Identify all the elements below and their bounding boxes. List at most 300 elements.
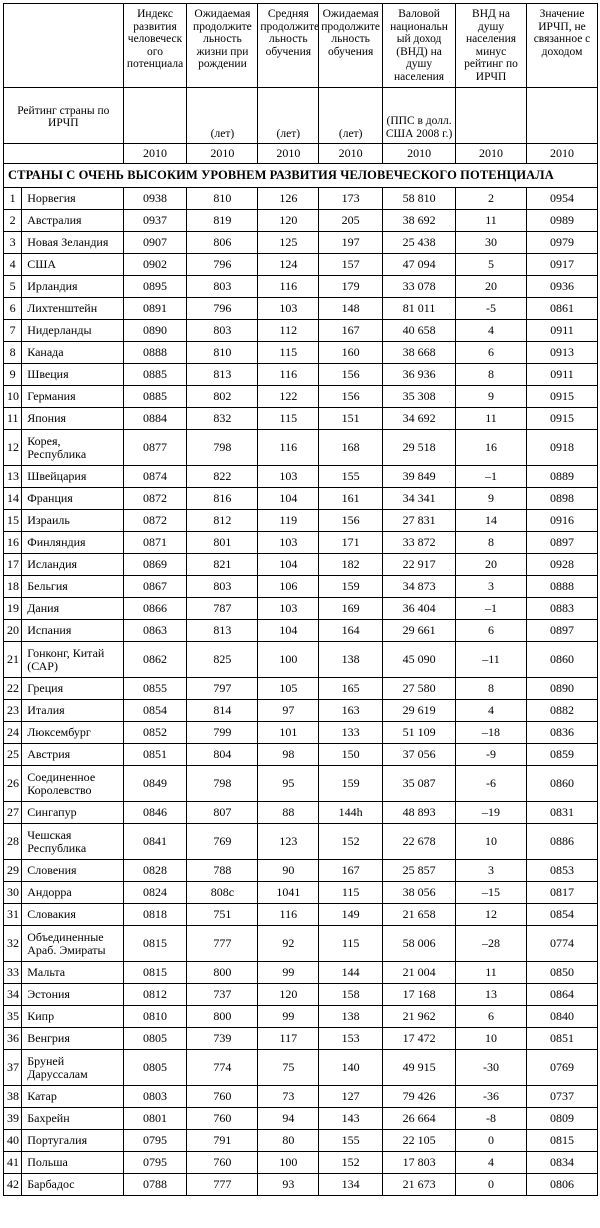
rank-cell: 6 — [4, 298, 22, 320]
gni-minus-rank-cell: 4 — [456, 320, 527, 342]
rank-cell: 9 — [4, 364, 22, 386]
hdi-cell: 0828 — [123, 860, 187, 882]
gni-minus-rank-cell: 16 — [456, 430, 527, 466]
hdi-cell: 0895 — [123, 276, 187, 298]
year-mean-school: 2010 — [258, 144, 319, 164]
life-expectancy-cell: 810 — [187, 342, 258, 364]
gni-minus-rank-cell: –15 — [456, 882, 527, 904]
nonincome-hdi-cell: 0883 — [527, 598, 598, 620]
expected-schooling-cell: 171 — [319, 532, 383, 554]
gni-cell: 58 006 — [383, 926, 456, 962]
rank-cell: 22 — [4, 678, 22, 700]
table-row — [4, 576, 598, 598]
gni-cell: 79 426 — [383, 1086, 456, 1108]
section-row — [4, 164, 598, 188]
table-row — [4, 962, 598, 984]
mean-schooling-cell: 120 — [258, 210, 319, 232]
nonincome-hdi-cell: 0979 — [527, 232, 598, 254]
country-cell: Объединенные Араб. Эмираты — [22, 926, 123, 962]
mean-schooling-cell: 119 — [258, 510, 319, 532]
gni-cell: 29 518 — [383, 430, 456, 466]
life-expectancy-cell: 787 — [187, 598, 258, 620]
life-expectancy-cell: 800 — [187, 1006, 258, 1028]
year-gni: 2010 — [383, 144, 456, 164]
nonincome-hdi-cell: 0815 — [527, 1130, 598, 1152]
gni-minus-rank-cell: 10 — [456, 824, 527, 860]
mean-schooling-cell: 122 — [258, 386, 319, 408]
nonincome-hdi-cell: 0915 — [527, 386, 598, 408]
table-row — [4, 210, 598, 232]
life-expectancy-cell: 791 — [187, 1130, 258, 1152]
expected-schooling-cell: 159 — [319, 576, 383, 598]
table-row — [4, 254, 598, 276]
mean-schooling-cell: 101 — [258, 722, 319, 744]
hdi-cell: 0855 — [123, 678, 187, 700]
table-row — [4, 532, 598, 554]
expected-schooling-cell: 167 — [319, 320, 383, 342]
nonincome-hdi-cell: 0860 — [527, 642, 598, 678]
hdi-cell: 0872 — [123, 510, 187, 532]
country-cell: Андорра — [22, 882, 123, 904]
nonincome-hdi-cell: 0737 — [527, 1086, 598, 1108]
nonincome-hdi-cell: 0888 — [527, 576, 598, 598]
gni-cell: 21 673 — [383, 1174, 456, 1196]
life-expectancy-cell: 810 — [187, 188, 258, 210]
table-row — [4, 620, 598, 642]
life-expectancy-cell: 798 — [187, 766, 258, 802]
country-cell: Барбадос — [22, 1174, 123, 1196]
expected-schooling-cell: 169 — [319, 598, 383, 620]
rank-cell: 17 — [4, 554, 22, 576]
rank-cell: 18 — [4, 576, 22, 598]
expected-schooling-cell: 148 — [319, 298, 383, 320]
mean-schooling-cell: 124 — [258, 254, 319, 276]
gni-minus-rank-cell: –19 — [456, 802, 527, 824]
expected-schooling-cell: 156 — [319, 510, 383, 532]
country-cell: Бруней Даруссалам — [22, 1050, 123, 1086]
nonincome-hdi-cell: 0936 — [527, 276, 598, 298]
mean-schooling-cell: 99 — [258, 1006, 319, 1028]
expected-schooling-cell: 182 — [319, 554, 383, 576]
mean-schooling-cell: 103 — [258, 598, 319, 620]
expected-schooling-cell: 144 — [319, 962, 383, 984]
header-nonincome-hdi: Значение ИРЧП, не связанное с доходом — [527, 4, 598, 88]
nonincome-hdi-cell: 0886 — [527, 824, 598, 860]
gni-cell: 27 580 — [383, 678, 456, 700]
hdi-cell: 0803 — [123, 1086, 187, 1108]
rank-cell: 2 — [4, 210, 22, 232]
table-row — [4, 984, 598, 1006]
life-expectancy-cell: 796 — [187, 254, 258, 276]
nonincome-hdi-cell: 0897 — [527, 532, 598, 554]
expected-schooling-cell: 159 — [319, 766, 383, 802]
nonincome-hdi-cell: 0831 — [527, 802, 598, 824]
gni-minus-rank-cell: 2 — [456, 188, 527, 210]
table-row — [4, 860, 598, 882]
rank-cell: 24 — [4, 722, 22, 744]
nonincome-hdi-cell: 0834 — [527, 1152, 598, 1174]
gni-minus-rank-cell: 3 — [456, 860, 527, 882]
gni-cell: 33 078 — [383, 276, 456, 298]
expected-schooling-cell: 158 — [319, 984, 383, 1006]
mean-schooling-cell: 95 — [258, 766, 319, 802]
gni-cell: 22 917 — [383, 554, 456, 576]
table-row — [4, 320, 598, 342]
hdi-cell: 0841 — [123, 824, 187, 860]
gni-minus-rank-cell: 4 — [456, 1152, 527, 1174]
mean-schooling-cell: 97 — [258, 700, 319, 722]
hdi-cell: 0805 — [123, 1028, 187, 1050]
gni-minus-rank-cell: 14 — [456, 510, 527, 532]
hdi-cell: 0885 — [123, 364, 187, 386]
life-expectancy-cell: 798 — [187, 430, 258, 466]
expected-schooling-cell: 151 — [319, 408, 383, 430]
table-row — [4, 882, 598, 904]
mean-schooling-cell: 116 — [258, 904, 319, 926]
expected-schooling-cell: 161 — [319, 488, 383, 510]
rank-cell: 3 — [4, 232, 22, 254]
expected-schooling-cell: 152 — [319, 1152, 383, 1174]
table-row — [4, 1108, 598, 1130]
gni-minus-rank-cell: 12 — [456, 904, 527, 926]
mean-schooling-cell: 88 — [258, 802, 319, 824]
header-blank — [4, 4, 124, 88]
table-row — [4, 802, 598, 824]
rank-cell: 1 — [4, 188, 22, 210]
mean-schooling-cell: 123 — [258, 824, 319, 860]
nonincome-hdi-cell: 0774 — [527, 926, 598, 962]
nonincome-hdi-cell: 0898 — [527, 488, 598, 510]
rank-cell: 25 — [4, 744, 22, 766]
life-expectancy-cell: 803 — [187, 576, 258, 598]
hdi-cell: 0795 — [123, 1130, 187, 1152]
rank-cell: 7 — [4, 320, 22, 342]
expected-schooling-cell: 115 — [319, 926, 383, 962]
mean-schooling-cell: 100 — [258, 642, 319, 678]
rank-cell: 33 — [4, 962, 22, 984]
gni-cell: 45 090 — [383, 642, 456, 678]
rank-cell: 20 — [4, 620, 22, 642]
rank-cell: 14 — [4, 488, 22, 510]
rank-cell: 16 — [4, 532, 22, 554]
life-expectancy-cell: 777 — [187, 1174, 258, 1196]
gni-cell: 36 404 — [383, 598, 456, 620]
gni-cell: 34 873 — [383, 576, 456, 598]
country-cell: Италия — [22, 700, 123, 722]
expected-schooling-cell: 179 — [319, 276, 383, 298]
unit-nonincome — [527, 88, 598, 144]
expected-schooling-cell: 115 — [319, 882, 383, 904]
expected-schooling-cell: 138 — [319, 642, 383, 678]
unit-life: (лет) — [187, 88, 258, 144]
gni-cell: 58 810 — [383, 188, 456, 210]
rank-cell: 36 — [4, 1028, 22, 1050]
country-cell: Франция — [22, 488, 123, 510]
life-expectancy-cell: 803 — [187, 320, 258, 342]
life-expectancy-cell: 822 — [187, 466, 258, 488]
table-row — [4, 1028, 598, 1050]
country-cell: Швейцария — [22, 466, 123, 488]
gni-cell: 49 915 — [383, 1050, 456, 1086]
gni-minus-rank-cell: –18 — [456, 722, 527, 744]
mean-schooling-cell: 93 — [258, 1174, 319, 1196]
gni-minus-rank-cell: 20 — [456, 276, 527, 298]
hdi-cell: 0849 — [123, 766, 187, 802]
gni-cell: 36 936 — [383, 364, 456, 386]
nonincome-hdi-cell: 0989 — [527, 210, 598, 232]
life-expectancy-cell: 799 — [187, 722, 258, 744]
mean-schooling-cell: 100 — [258, 1152, 319, 1174]
expected-schooling-cell: 160 — [319, 342, 383, 364]
country-cell: Япония — [22, 408, 123, 430]
table-row — [4, 744, 598, 766]
table-row — [4, 408, 598, 430]
table-row — [4, 678, 598, 700]
header-row — [4, 4, 598, 88]
hdi-cell: 0874 — [123, 466, 187, 488]
header-gni-minus-rank: ВНД на душу населения минус рейтинг по ИРЧП — [456, 4, 527, 88]
unit-mean-school: (лет) — [258, 88, 319, 144]
expected-schooling-cell: 140 — [319, 1050, 383, 1086]
life-expectancy-cell: 808c — [187, 882, 258, 904]
nonincome-hdi-cell: 0911 — [527, 320, 598, 342]
life-expectancy-cell: 760 — [187, 1086, 258, 1108]
country-cell: Польша — [22, 1152, 123, 1174]
life-expectancy-cell: 832 — [187, 408, 258, 430]
country-cell: Кипр — [22, 1006, 123, 1028]
country-cell: Сингапур — [22, 802, 123, 824]
rank-cell: 21 — [4, 642, 22, 678]
nonincome-hdi-cell: 0851 — [527, 1028, 598, 1050]
mean-schooling-cell: 125 — [258, 232, 319, 254]
table-row — [4, 766, 598, 802]
header-mean-schooling: Средняя продолжите льность обучения — [258, 4, 319, 88]
country-cell: Корея, Республика — [22, 430, 123, 466]
country-cell: Нидерланды — [22, 320, 123, 342]
gni-minus-rank-cell: 11 — [456, 962, 527, 984]
nonincome-hdi-cell: 0840 — [527, 1006, 598, 1028]
country-cell: Австралия — [22, 210, 123, 232]
gni-cell: 17 803 — [383, 1152, 456, 1174]
hdi-cell: 0854 — [123, 700, 187, 722]
rank-cell: 42 — [4, 1174, 22, 1196]
life-expectancy-cell: 825 — [187, 642, 258, 678]
rank-cell: 23 — [4, 700, 22, 722]
gni-cell: 26 664 — [383, 1108, 456, 1130]
country-cell: Гонконг, Китай (САР) — [22, 642, 123, 678]
expected-schooling-cell: 167 — [319, 860, 383, 882]
hdi-cell: 0937 — [123, 210, 187, 232]
gni-minus-rank-cell: -8 — [456, 1108, 527, 1130]
units-row — [4, 88, 598, 144]
mean-schooling-cell: 104 — [258, 620, 319, 642]
hdi-cell: 0877 — [123, 430, 187, 466]
expected-schooling-cell: 165 — [319, 678, 383, 700]
nonincome-hdi-cell: 0864 — [527, 984, 598, 1006]
gni-cell: 29 619 — [383, 700, 456, 722]
gni-minus-rank-cell: 8 — [456, 364, 527, 386]
country-cell: Катар — [22, 1086, 123, 1108]
gni-minus-rank-cell: –28 — [456, 926, 527, 962]
life-expectancy-cell: 800 — [187, 962, 258, 984]
nonincome-hdi-cell: 0889 — [527, 466, 598, 488]
gni-cell: 38 056 — [383, 882, 456, 904]
table-row — [4, 1086, 598, 1108]
gni-minus-rank-cell: 8 — [456, 678, 527, 700]
mean-schooling-cell: 99 — [258, 962, 319, 984]
country-cell: Норвегия — [22, 188, 123, 210]
life-expectancy-cell: 812 — [187, 510, 258, 532]
life-expectancy-cell: 821 — [187, 554, 258, 576]
gni-minus-rank-cell: 5 — [456, 254, 527, 276]
mean-schooling-cell: 92 — [258, 926, 319, 962]
table-row — [4, 466, 598, 488]
expected-schooling-cell: 144h — [319, 802, 383, 824]
mean-schooling-cell: 117 — [258, 1028, 319, 1050]
mean-schooling-cell: 73 — [258, 1086, 319, 1108]
gni-cell: 25 438 — [383, 232, 456, 254]
life-expectancy-cell: 807 — [187, 802, 258, 824]
expected-schooling-cell: 138 — [319, 1006, 383, 1028]
nonincome-hdi-cell: 0918 — [527, 430, 598, 466]
life-expectancy-cell: 813 — [187, 620, 258, 642]
life-expectancy-cell: 797 — [187, 678, 258, 700]
mean-schooling-cell: 80 — [258, 1130, 319, 1152]
nonincome-hdi-cell: 0897 — [527, 620, 598, 642]
country-cell: Германия — [22, 386, 123, 408]
table-row — [4, 642, 598, 678]
nonincome-hdi-cell: 0854 — [527, 904, 598, 926]
nonincome-hdi-cell: 0911 — [527, 364, 598, 386]
country-cell: Финляндия — [22, 532, 123, 554]
gni-minus-rank-cell: 10 — [456, 1028, 527, 1050]
header-expected-schooling: Ожидаемая продолжите льность обучения — [319, 4, 383, 88]
gni-cell: 34 692 — [383, 408, 456, 430]
hdi-cell: 0891 — [123, 298, 187, 320]
rank-cell: 27 — [4, 802, 22, 824]
table-row — [4, 824, 598, 860]
country-cell: Португалия — [22, 1130, 123, 1152]
nonincome-hdi-cell: 0915 — [527, 408, 598, 430]
hdi-cell: 0801 — [123, 1108, 187, 1130]
gni-cell: 22 105 — [383, 1130, 456, 1152]
table-row — [4, 598, 598, 620]
rank-cell: 32 — [4, 926, 22, 962]
gni-cell: 47 094 — [383, 254, 456, 276]
gni-minus-rank-cell: 0 — [456, 1130, 527, 1152]
life-expectancy-cell: 737 — [187, 984, 258, 1006]
rank-label: Рейтинг страны по ИРЧП — [4, 88, 124, 144]
hdi-cell: 0890 — [123, 320, 187, 342]
rank-cell: 19 — [4, 598, 22, 620]
rank-cell: 4 — [4, 254, 22, 276]
header-life-expectancy: Ожидаемая продолжите льность жизни при рождении — [187, 4, 258, 88]
table-row — [4, 700, 598, 722]
gni-minus-rank-cell: 13 — [456, 984, 527, 1006]
hdi-cell: 0810 — [123, 1006, 187, 1028]
hdi-table — [3, 3, 598, 1196]
unit-gni-minus — [456, 88, 527, 144]
table-row — [4, 1152, 598, 1174]
table-row — [4, 926, 598, 962]
hdi-cell: 0795 — [123, 1152, 187, 1174]
nonincome-hdi-cell: 0890 — [527, 678, 598, 700]
nonincome-hdi-cell: 0954 — [527, 188, 598, 210]
table-row — [4, 232, 598, 254]
gni-cell: 39 849 — [383, 466, 456, 488]
country-cell: Испания — [22, 620, 123, 642]
expected-schooling-cell: 156 — [319, 386, 383, 408]
nonincome-hdi-cell: 0806 — [527, 1174, 598, 1196]
gni-cell: 35 087 — [383, 766, 456, 802]
gni-minus-rank-cell: -5 — [456, 298, 527, 320]
gni-cell: 34 341 — [383, 488, 456, 510]
hdi-cell: 0812 — [123, 984, 187, 1006]
gni-cell: 29 661 — [383, 620, 456, 642]
life-expectancy-cell: 802 — [187, 386, 258, 408]
year-hdi: 2010 — [123, 144, 187, 164]
country-cell: Новая Зеландия — [22, 232, 123, 254]
gni-minus-rank-cell: 3 — [456, 576, 527, 598]
table-row — [4, 276, 598, 298]
gni-cell: 38 692 — [383, 210, 456, 232]
gni-minus-rank-cell: 9 — [456, 386, 527, 408]
table-row — [4, 188, 598, 210]
expected-schooling-cell: 157 — [319, 254, 383, 276]
gni-minus-rank-cell: –1 — [456, 598, 527, 620]
nonincome-hdi-cell: 0928 — [527, 554, 598, 576]
nonincome-hdi-cell: 0817 — [527, 882, 598, 904]
table-row — [4, 722, 598, 744]
hdi-cell: 0863 — [123, 620, 187, 642]
unit-exp-school: (лет) — [319, 88, 383, 144]
gni-cell: 25 857 — [383, 860, 456, 882]
country-cell: Исландия — [22, 554, 123, 576]
expected-schooling-cell: 133 — [319, 722, 383, 744]
rank-cell: 8 — [4, 342, 22, 364]
expected-schooling-cell: 164 — [319, 620, 383, 642]
country-cell: Венгрия — [22, 1028, 123, 1050]
gni-minus-rank-cell: 11 — [456, 408, 527, 430]
country-cell: Лихтенштейн — [22, 298, 123, 320]
hdi-cell: 0938 — [123, 188, 187, 210]
nonincome-hdi-cell: 0913 — [527, 342, 598, 364]
rank-cell: 31 — [4, 904, 22, 926]
table-row — [4, 1006, 598, 1028]
country-cell: Бельгия — [22, 576, 123, 598]
gni-cell: 21 962 — [383, 1006, 456, 1028]
gni-minus-rank-cell: 8 — [456, 532, 527, 554]
year-life: 2010 — [187, 144, 258, 164]
mean-schooling-cell: 103 — [258, 466, 319, 488]
country-cell: США — [22, 254, 123, 276]
gni-minus-rank-cell: 30 — [456, 232, 527, 254]
expected-schooling-cell: 152 — [319, 824, 383, 860]
nonincome-hdi-cell: 0917 — [527, 254, 598, 276]
country-cell: Израиль — [22, 510, 123, 532]
hdi-cell: 0888 — [123, 342, 187, 364]
mean-schooling-cell: 126 — [258, 188, 319, 210]
table-row — [4, 298, 598, 320]
rank-cell: 39 — [4, 1108, 22, 1130]
table-row — [4, 1050, 598, 1086]
country-cell: Словакия — [22, 904, 123, 926]
country-cell: Чешская Республика — [22, 824, 123, 860]
hdi-cell: 0852 — [123, 722, 187, 744]
year-gni-minus: 2010 — [456, 144, 527, 164]
mean-schooling-cell: 116 — [258, 364, 319, 386]
hdi-cell: 0862 — [123, 642, 187, 678]
